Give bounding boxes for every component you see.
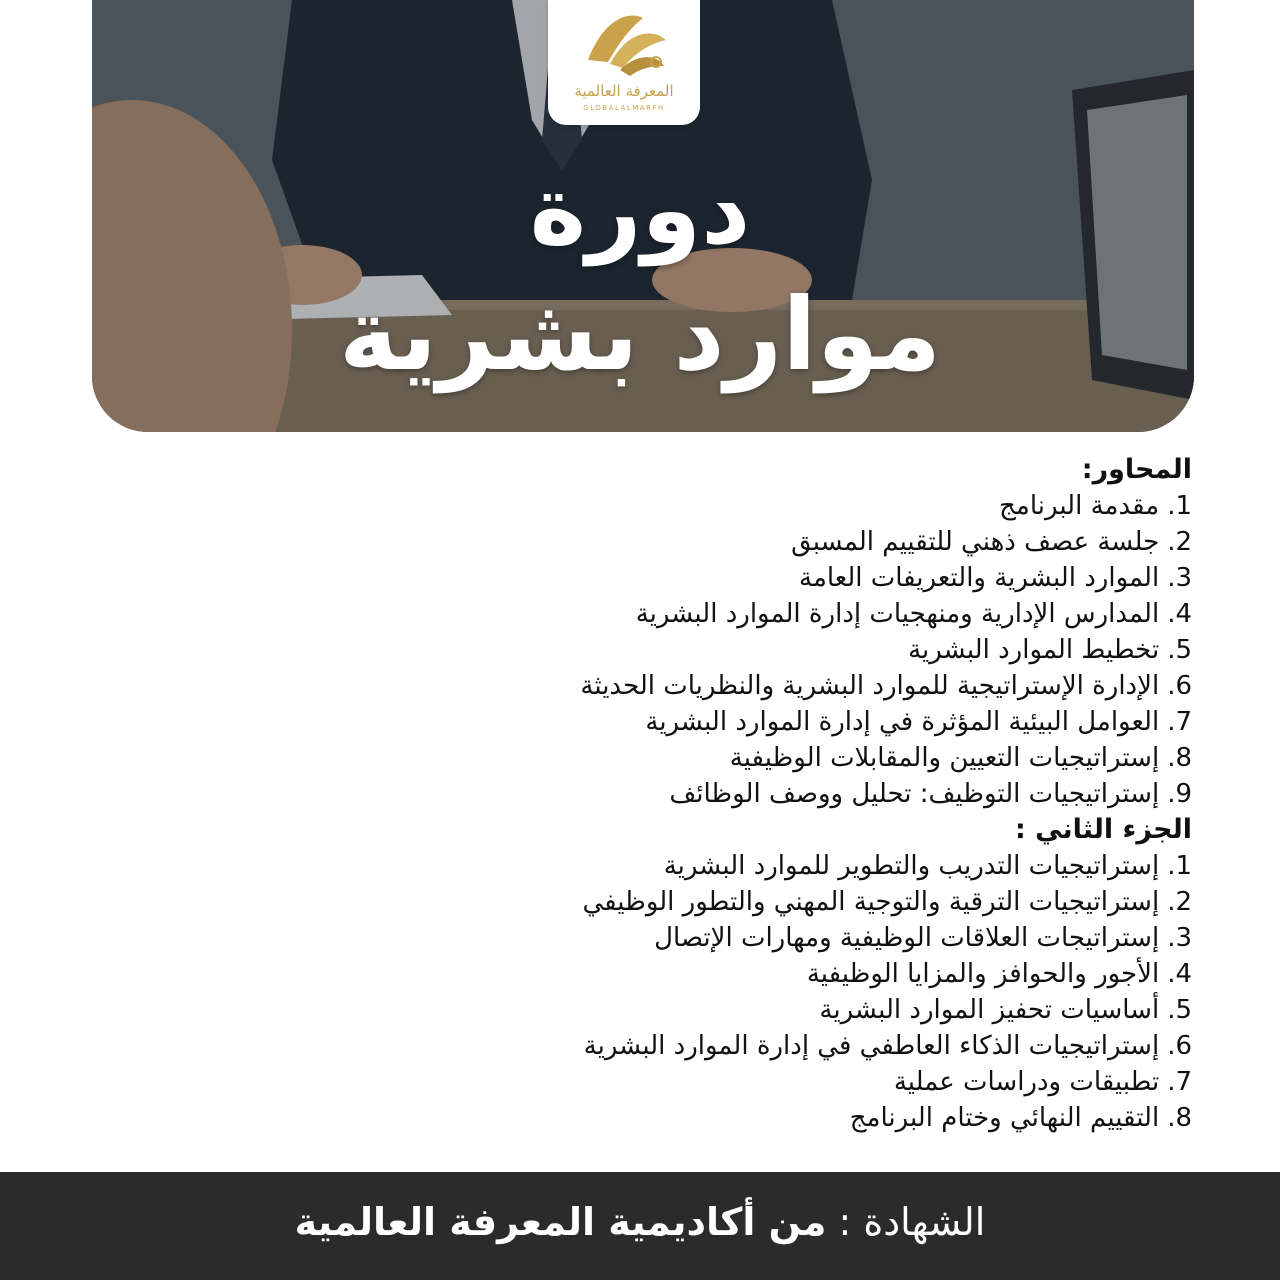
item-text: إستراتيجيات الذكاء العاطفي في إدارة الموارد البشرية <box>583 1031 1160 1061</box>
list-item <box>192 884 1192 920</box>
item-text: إستراتيجيات التدريب والتطوير للموارد البشرية <box>663 851 1160 881</box>
list-item <box>192 1064 1192 1100</box>
item-number: 3. <box>1167 923 1192 953</box>
logo-text-ar: المعرفة العالمية <box>574 82 674 100</box>
item-number: 5. <box>1167 635 1192 665</box>
item-number: 2. <box>1167 887 1192 917</box>
list-item <box>192 776 1192 812</box>
list-item <box>192 596 1192 632</box>
item-text: أساسيات تحفيز الموارد البشرية <box>819 995 1160 1025</box>
item-number: 2. <box>1167 527 1192 557</box>
list-item <box>192 632 1192 668</box>
logo-card <box>548 0 700 125</box>
item-number: 6. <box>1167 671 1192 701</box>
list-item <box>192 992 1192 1028</box>
item-number: 5. <box>1167 995 1192 1025</box>
list-item <box>192 920 1192 956</box>
list-item <box>192 1028 1192 1064</box>
item-text: تخطيط الموارد البشرية <box>908 635 1160 665</box>
list-item <box>192 740 1192 776</box>
certificate-issuer: من أكاديمية المعرفة العالمية <box>294 1200 827 1244</box>
item-number: 1. <box>1167 851 1192 881</box>
item-text: إستراتيجات العلاقات الوظيفية ومهارات الإتصال <box>654 923 1160 953</box>
golden-feather-icon <box>548 0 700 125</box>
list-item <box>192 704 1192 740</box>
item-text: الأجور والحوافز والمزايا الوظيفية <box>806 959 1160 989</box>
item-number: 6. <box>1167 1031 1192 1061</box>
list-item <box>192 560 1192 596</box>
section-heading-part-two: الجزء الثاني : <box>1014 814 1192 845</box>
item-number: 9. <box>1167 779 1192 809</box>
item-text: إستراتيجيات التوظيف: تحليل ووصف الوظائف <box>669 779 1160 809</box>
item-text: إستراتيجيات التعيين والمقابلات الوظيفية <box>729 743 1160 773</box>
section-heading-axes: المحاور: <box>1081 454 1192 485</box>
certificate-footer <box>0 1172 1280 1280</box>
list-item <box>192 956 1192 992</box>
item-text: إستراتيجيات الترقية والتوجية المهني والتطور الوظيفي <box>582 887 1160 917</box>
item-number: 7. <box>1167 1067 1192 1097</box>
item-number: 4. <box>1167 959 1192 989</box>
list-item <box>192 668 1192 704</box>
item-text: جلسة عصف ذهني للتقييم المسبق <box>791 527 1160 557</box>
item-text: التقييم النهائي وختام البرنامج <box>849 1103 1160 1133</box>
certificate-label: الشهادة : <box>838 1200 986 1244</box>
item-number: 8. <box>1167 1103 1192 1133</box>
list-item <box>192 488 1192 524</box>
item-number: 8. <box>1167 743 1192 773</box>
item-text: المدارس الإدارية ومنهجيات إدارة الموارد البشرية <box>635 599 1160 629</box>
logo-text-en: GLOBALALMARFH <box>583 104 665 112</box>
item-number: 3. <box>1167 563 1192 593</box>
list-item <box>192 848 1192 884</box>
item-text: تطبيقات ودراسات عملية <box>893 1067 1160 1097</box>
item-number: 4. <box>1167 599 1192 629</box>
item-text: العوامل البيئية المؤثرة في إدارة الموارد البشرية <box>645 707 1160 737</box>
course-title-line1: دورة <box>529 154 751 266</box>
list-item <box>192 524 1192 560</box>
item-text: مقدمة البرنامج <box>999 491 1160 521</box>
list-item <box>192 1100 1192 1136</box>
item-number: 1. <box>1167 491 1192 521</box>
item-number: 7. <box>1167 707 1192 737</box>
item-text: الإدارة الإستراتيجية للموارد البشرية والنظريات الحديثة <box>580 671 1160 701</box>
item-text: الموارد البشرية والتعريفات العامة <box>799 563 1160 593</box>
course-outline <box>192 452 1192 1136</box>
course-title-line2: موارد بشرية <box>338 276 942 393</box>
